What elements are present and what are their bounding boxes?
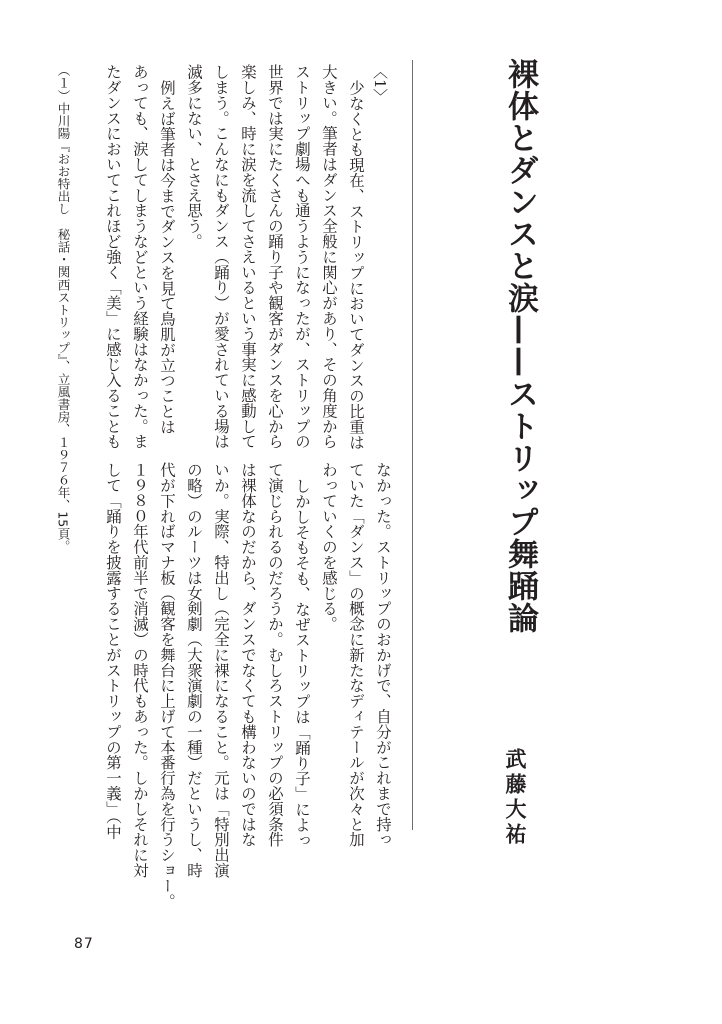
footnote: （１）中川陽『おお特出し 秘話・関西ストリップ』、立風書房、１９７６年、15頁。 [55, 64, 71, 553]
text-line: ていた「ダンス」の概念に新たなディテールが次々と加 [347, 462, 365, 847]
text-line: て演じられるのだろうか。むしろストリップの必須条件 [266, 462, 284, 847]
text-line: しまう。こんなにもダンス（踊り）が愛されている場は [212, 64, 230, 449]
text-line: 滅多にない、とさえ思う。 [185, 64, 203, 249]
text-line: わっていくのを感じる。 [320, 462, 338, 632]
text-line: ストリップ劇場へも通うようになったが、ストリップの [293, 64, 311, 449]
text-line: 楽しみ、時に涙を流してさえいるという事実に感動して [239, 64, 257, 449]
text-line: なかった。ストリップのおかげで、自分がこれまで持っ [374, 462, 392, 847]
section-divider [412, 60, 413, 830]
text-line: しかしそもそも、なぜストリップは「踊り子」によっ [293, 478, 311, 848]
text-line: 少なくとも現在、ストリップにおいてダンスの比重は [347, 80, 365, 450]
text-line: 大きい。筆者はダンス全般に関心があり、その角度から [320, 64, 338, 449]
text-line: して「踊りを披露することがストリップの第一義」（中 [104, 462, 122, 840]
text-line: あっても、涙してしまうなどという経験はなかった。ま [131, 64, 149, 449]
page-number: 87 [74, 936, 94, 952]
text-line: たダンスにおいてこれほど強く「美」に感じ入ることも [104, 64, 122, 449]
text-line: 代が下ればマナ板（観客を舞台に上げて本番行為を行うショー。 [158, 462, 176, 909]
text-line: の略）のルーツは女剣劇（大衆演劇の一種）だというし、時 [185, 462, 203, 878]
text-line: １９８０年代前半で消滅）の時代もあった。しかしそれに対 [131, 462, 149, 878]
article-title: 裸体とダンスと涙——ストリップ舞踊論 [502, 58, 538, 634]
text-line: 例えば筆者は今までダンスを見て鳥肌が立つことは [158, 80, 176, 435]
text-line: いか。実際、特出し（完全に裸になること。元は「特別出演 [212, 462, 230, 878]
author-name: 武藤大祐 [503, 748, 527, 848]
text-line: は裸体なのだから、ダンスでなくても構わないのではな [239, 462, 257, 847]
text-line: 世界では実にたくさんの踊り子や観客がダンスを心から [266, 64, 284, 449]
section-marker: 〈1〉 [371, 64, 389, 104]
